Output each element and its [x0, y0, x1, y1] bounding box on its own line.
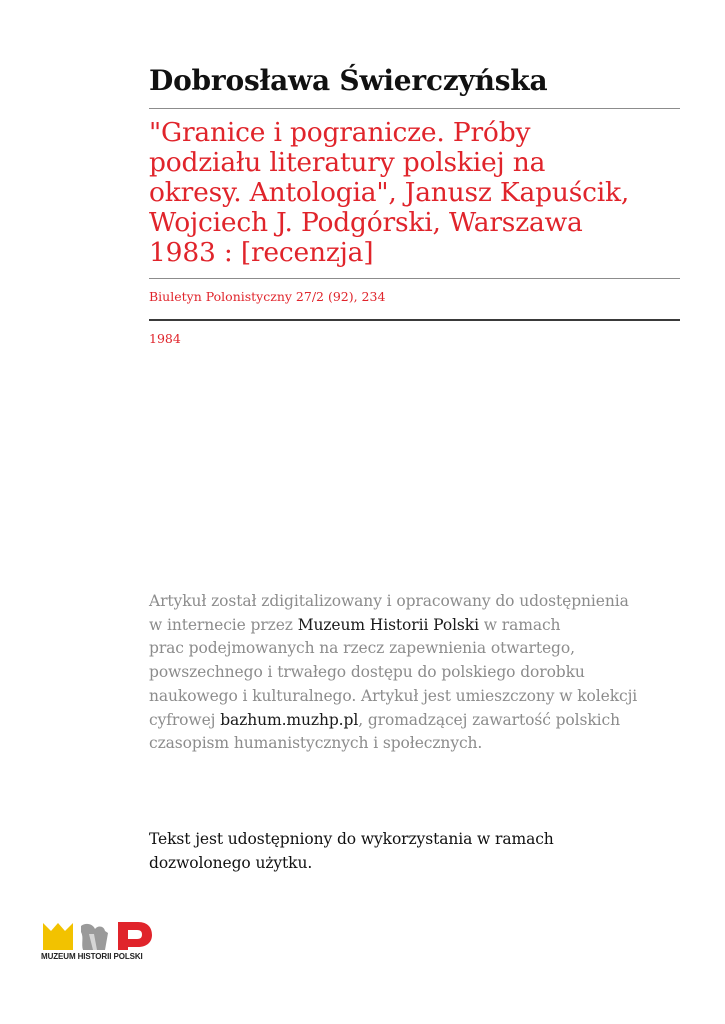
- title-line: Wojciech J. Podgórski, Warszawa: [149, 207, 583, 238]
- notice-text: , gromadzącej zawartość polskich: [358, 710, 620, 729]
- logo-caption: MUZEUM HISTORII POLSKI: [41, 952, 143, 961]
- license-notice: [149, 828, 669, 875]
- notice-text: cyfrowej: [149, 710, 221, 729]
- author-name: Dobrosława Świerczyńska: [149, 64, 548, 97]
- title-line: podziału literatury polskiej na: [149, 147, 546, 178]
- divider-middle: [149, 278, 680, 279]
- logo-p-shape: [118, 922, 152, 950]
- title-line: okresy. Antologia", Janusz Kapuścik,: [149, 177, 630, 208]
- divider-bottom: [149, 319, 680, 321]
- article-title: [149, 118, 684, 268]
- notice-line: Artykuł został zdigitalizowany i opracowany do udostępnienia: [149, 592, 629, 610]
- source-citation: Biuletyn Polonistyczny 27/2 (92), 234: [149, 289, 386, 304]
- notice-line: czasopism humanistycznych i społecznych.: [149, 734, 483, 753]
- license-line: dozwolonego użytku.: [149, 853, 313, 872]
- title-line: 1983 : [recenzja]: [149, 237, 374, 268]
- notice-line: [149, 614, 669, 638]
- divider-top: [149, 108, 680, 109]
- notice-line: powszechnego i trwałego dostępu do polskiego dorobku: [149, 663, 585, 682]
- notice-line: prac podejmowanych na rzecz zapewnienia otwartego,: [149, 639, 575, 658]
- logo-m-shape: [43, 923, 73, 950]
- digitization-notice: [149, 590, 669, 756]
- notice-line: [149, 709, 669, 733]
- publication-year: 1984: [149, 331, 181, 346]
- license-line: Tekst jest udostępniony do wykorzystania w ramach: [149, 830, 554, 848]
- museum-link[interactable]: Muzeum Historii Polski: [297, 615, 479, 634]
- notice-text: w ramach: [478, 615, 561, 634]
- bazhum-link[interactable]: bazhum.muzhp.pl: [220, 710, 359, 729]
- title-line: "Granice i pogranicze. Próby: [149, 117, 531, 148]
- notice-line: naukowego i kulturalnego. Artykuł jest umieszczony w kolekcji: [149, 686, 638, 705]
- notice-text: w internecie przez: [149, 615, 298, 634]
